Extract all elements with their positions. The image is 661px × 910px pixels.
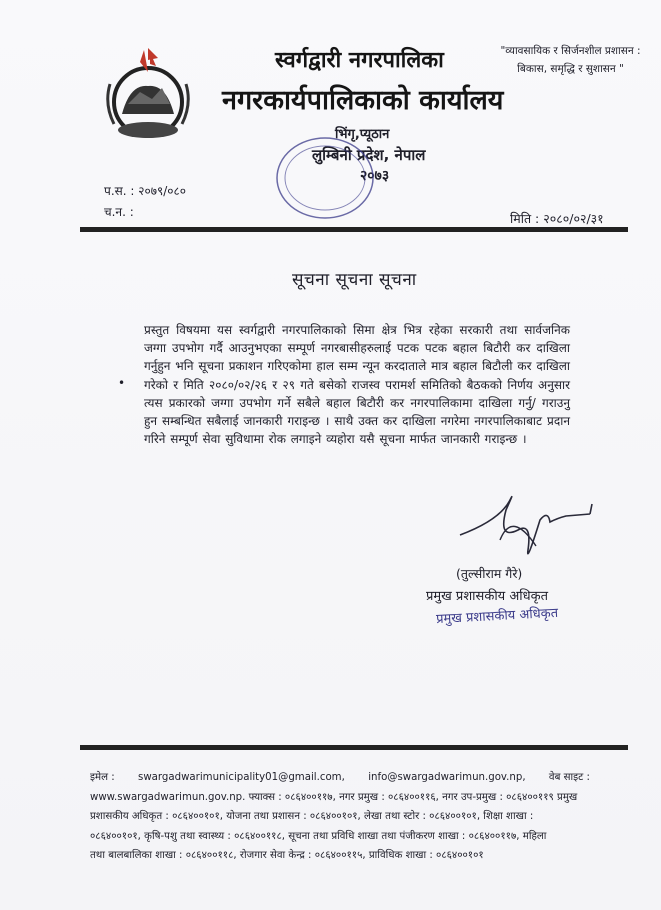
address-line-2: लुम्बिनी प्रदेश, नेपाल: [312, 146, 426, 164]
footer-line-5: तथा बालबालिका शाखा : ०८६४००११८, रोजगार सेवा केन्द्र : ०८६४००११५, प्राविधिक शाखा : ०८६४००१०१: [90, 850, 484, 862]
motto: [488, 42, 653, 78]
email-label: इमेल :: [90, 772, 115, 783]
footer-email-row: [90, 768, 590, 788]
footer-line-4: ०८६४००१०१, कृषि-पशु तथा स्वास्थ्य : ०८६४००११८, सूचना तथा प्रविधि शाखा तथा पंजीकरण शाखा : ०८६४००११७, महिला: [90, 830, 547, 842]
footer-line-3: प्रशासकीय अधिकृत : ०८६४००१०१, योजना तथा प्रशासन : ०८६४००१०१, लेखा तथा स्टोर : ०८६४००१०१, शिक्षा शाखा :: [90, 811, 534, 823]
motto-line-2: बिकास, समृद्धि र सुशासन ": [517, 63, 624, 75]
header-divider: [80, 227, 628, 232]
designation-stamp: प्रमुख प्रशासकीय अधिकृत: [435, 605, 559, 628]
website-label: वेब साइट :: [548, 772, 590, 783]
email-primary[interactable]: swargadwarimunicipality01@gmail.com,: [138, 772, 345, 783]
contact-footer: [90, 768, 590, 866]
round-office-stamp-icon: [270, 128, 380, 228]
signatory-name: (तुल्सीराम गैरे): [456, 566, 523, 581]
footer-divider: [80, 745, 628, 750]
margin-bullet: •: [118, 376, 126, 390]
handwritten-signature-icon: [440, 480, 620, 575]
nepal-emblem-icon: [100, 44, 196, 148]
established-year: २०७३: [360, 168, 390, 184]
notice-body: प्रस्तुत विषयमा यस स्वर्गद्वारी नगरपालिकाको सिमा क्षेत्र भित्र रहेका सरकारी तथा सार्वजनिक जग्गा उपभोग गर्दै आउनुभएका सम्पूर्ण नगरबासीहरुलाई पटक पटक बहाल बिटौरी कर दाखिला गर्नुहुन भनि सूचना प्रकाशन गरिएकोमा हाल सम्म न्यून करदाताले मात्र बहाल बिटौली कर दाखिला गरेको र मिति २०८०/०२/२६ र २९ गते बसेको राजस्व परामर्श समितिको बैठकको निर्णय अनुसार त्यस प्रकारको जग्गा उपभोग गर्ने सबैले बहाल बिटौरी कर नगरपालिकामा दाखिला गर्नु/ गराउनु हुन सम्बन्धित सबैलाई जानकारी गराइन्छ । साथै उक्त कर दाखिला नगरेमा नगरपालिकाबाट प्रदान गरिने सम्पूर्ण सेवा सुविधामा रोक लगाइने व्यहोरा यसै सूचना मार्फत जानकारी गराइन्छ ।: [144, 323, 570, 447]
office-name: नगरकार्यपालिकाको कार्यालय: [222, 85, 504, 116]
letter-date: मिति : २०८०/०२/३१: [510, 211, 604, 226]
email-secondary[interactable]: info@swargadwarimun.gov.np,: [368, 772, 526, 783]
reference-cn: च.न. :: [104, 205, 134, 219]
municipality-name: स्वर्गद्वारी नगरपालिका: [275, 47, 444, 73]
notice-title: सूचना सूचना सूचना: [292, 270, 417, 290]
motto-line-1: "व्यावसायिक र सिर्जनशील प्रशासन :: [500, 45, 641, 57]
footer-line-2: www.swargadwarimun.gov.np. फ्याक्स : ०८६४००११७, नगर प्रमुख : ०८६४००११६, नगर उप-प्रमुख : ०८६४००११९ प्रमुख: [90, 791, 578, 803]
address-line-1: भिंगृ,प्यूठान: [335, 127, 390, 142]
reference-ps: प.स. : २०७९/०८०: [104, 184, 186, 198]
signatory-post: प्रमुख प्रशासकीय अधिकृत: [426, 589, 549, 604]
